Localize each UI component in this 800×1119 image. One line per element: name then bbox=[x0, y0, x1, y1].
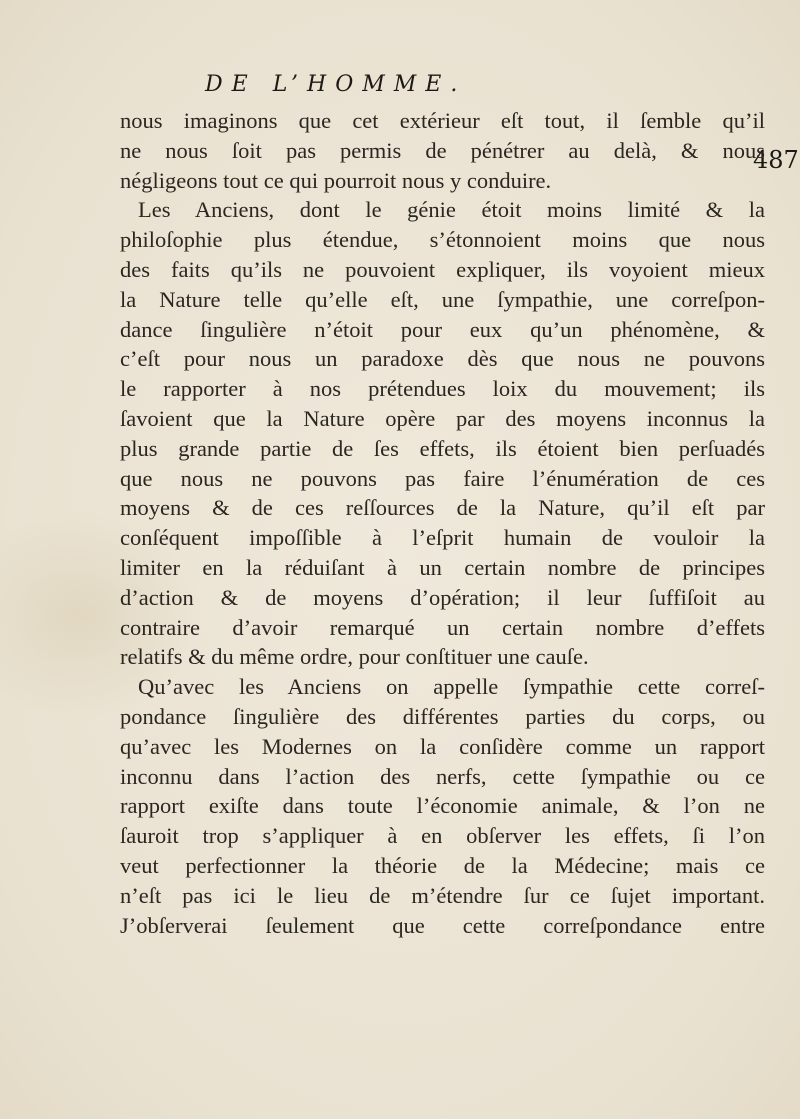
text-line: d’action & de moyens d’opération; il leur ſuffiſoit au bbox=[120, 584, 765, 610]
text-line: ſauroit trop s’appliquer à en obſerver les effets, ſi l’on bbox=[120, 823, 765, 849]
text-line: la Nature telle qu’elle eſt, une ſympathie, une correſpon- bbox=[120, 286, 765, 312]
text-line: veut perfectionner la théorie de la Médecine; mais ce bbox=[120, 852, 765, 878]
text-line: des faits qu’ils ne pouvoient expliquer, ils voyoient mieux bbox=[120, 256, 765, 282]
text-line: nous imaginons que cet extérieur eſt tout, il ſemble qu’il bbox=[120, 108, 765, 133]
body-text bbox=[120, 106, 765, 940]
text-line: philoſophie plus étendue, s’étonnoient moins que nous bbox=[120, 227, 765, 253]
text-line: c’eſt pour nous un paradoxe dès que nous ne pouvons bbox=[120, 346, 765, 372]
text-line: pondance ſingulière des différentes parties du corps, ou bbox=[120, 703, 765, 729]
text-line: moyens & de ces reſſources de la Nature, qu’il eſt par bbox=[120, 495, 765, 521]
text-line: négligeons tout ce qui pourroit nous y conduire. bbox=[120, 167, 552, 193]
text-line: plus grande partie de ſes effets, ils étoient bien perſuadés bbox=[120, 435, 765, 461]
text-line: dance ſingulière n’étoit pour eux qu’un phénomène, & bbox=[120, 316, 765, 342]
text-line: limiter en la réduiſant à un certain nombre de principes bbox=[120, 554, 765, 580]
page-number: 487 bbox=[753, 146, 799, 174]
text-line: ſavoient que la Nature opère par des moyens inconnus la bbox=[120, 405, 765, 431]
paragraph-start-line: Les Anciens, dont le génie étoit moins limité & la bbox=[138, 197, 765, 223]
text-line: qu’avec les Modernes on la conſidère comme un rapport bbox=[120, 733, 765, 759]
text-line: le rapporter à nos prétendues loix du mouvement; ils bbox=[120, 376, 765, 402]
text-line: que nous ne pouvons pas faire l’énumération de ces bbox=[120, 465, 765, 491]
text-line: contraire d’avoir remarqué un certain nombre d’effets bbox=[120, 614, 765, 640]
text-line: relatifs & du même ordre, pour conſtituer une cauſe. bbox=[120, 644, 589, 670]
text-line: rapport exiſte dans toute l’économie animale, & l’on ne bbox=[120, 793, 765, 819]
paragraph-start-line: Qu’avec les Anciens on appelle ſympathie cette correſ- bbox=[138, 674, 765, 700]
text-line: J’obſerverai ſeulement que cette correſpondance entre bbox=[120, 912, 765, 938]
text-line: conſéquent impoſſible à l’eſprit humain de vouloir la bbox=[120, 525, 765, 551]
text-line: n’eſt pas ici le lieu de m’étendre ſur ce ſujet important. bbox=[120, 882, 765, 908]
running-title: DE L’HOMME. bbox=[205, 72, 467, 97]
text-line: ne nous ſoit pas permis de pénétrer au delà, & nous bbox=[120, 137, 765, 163]
text-line: inconnu dans l’action des nerfs, cette ſympathie ou ce bbox=[120, 763, 765, 789]
